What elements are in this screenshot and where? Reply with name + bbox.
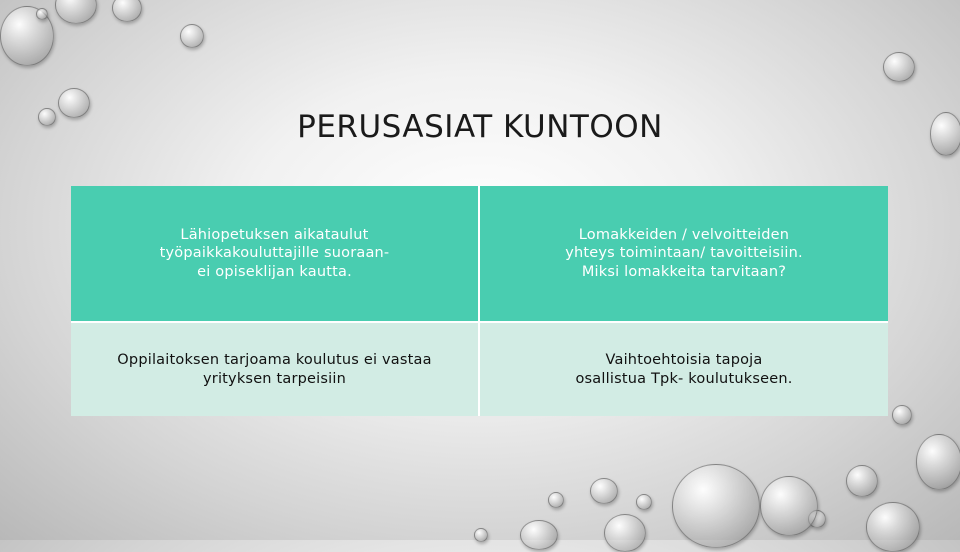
slide-title: PERUSASIAT KUNTOON	[297, 108, 663, 145]
water-drop-decoration	[672, 464, 760, 548]
cell-text-line: Vaihtoehtoisia tapoja	[605, 351, 763, 368]
table-cell-bottom-left	[71, 323, 480, 416]
water-drop-decoration	[892, 405, 912, 425]
water-drop-decoration	[180, 24, 204, 48]
water-drop-decoration	[548, 492, 564, 508]
table-cell-bottom-right	[480, 323, 888, 416]
cell-text-line: Lomakkeiden / velvoitteiden	[578, 226, 790, 243]
water-drop-decoration	[760, 476, 818, 536]
cell-text-line: osallistua Tpk- koulutukseen.	[575, 370, 793, 387]
water-drop-decoration	[520, 520, 558, 550]
water-drop-decoration	[36, 8, 48, 20]
cell-text-line: yhteys toimintaan/ tavoitteisiin.	[565, 245, 803, 262]
cell-text-line: Miksi lomakkeita tarvitaan?	[581, 263, 787, 280]
water-drop-decoration	[112, 0, 142, 22]
table-cell-top-left	[71, 186, 480, 323]
cell-text-line: Lähiopetuksen aikataulut	[180, 226, 369, 243]
water-drop-decoration	[846, 465, 878, 497]
water-drop-decoration	[604, 514, 646, 552]
water-drop-decoration	[55, 0, 97, 24]
water-drop-decoration	[636, 494, 652, 510]
cell-text-line: Oppilaitoksen tarjoama koulutus ei vastaa	[117, 351, 432, 368]
cell-text-line: ei opiseklijan kautta.	[197, 263, 352, 280]
cell-text-line: yrityksen tarpeisiin	[203, 370, 346, 387]
water-drop-decoration	[883, 52, 915, 82]
content-table	[71, 186, 888, 416]
water-drop-decoration	[916, 434, 960, 490]
water-drop-decoration	[866, 502, 920, 552]
cell-text-line: työpaikkakouluttajille suoraan-	[159, 245, 390, 262]
water-drop-decoration	[590, 478, 618, 504]
table-cell-top-right	[480, 186, 888, 323]
